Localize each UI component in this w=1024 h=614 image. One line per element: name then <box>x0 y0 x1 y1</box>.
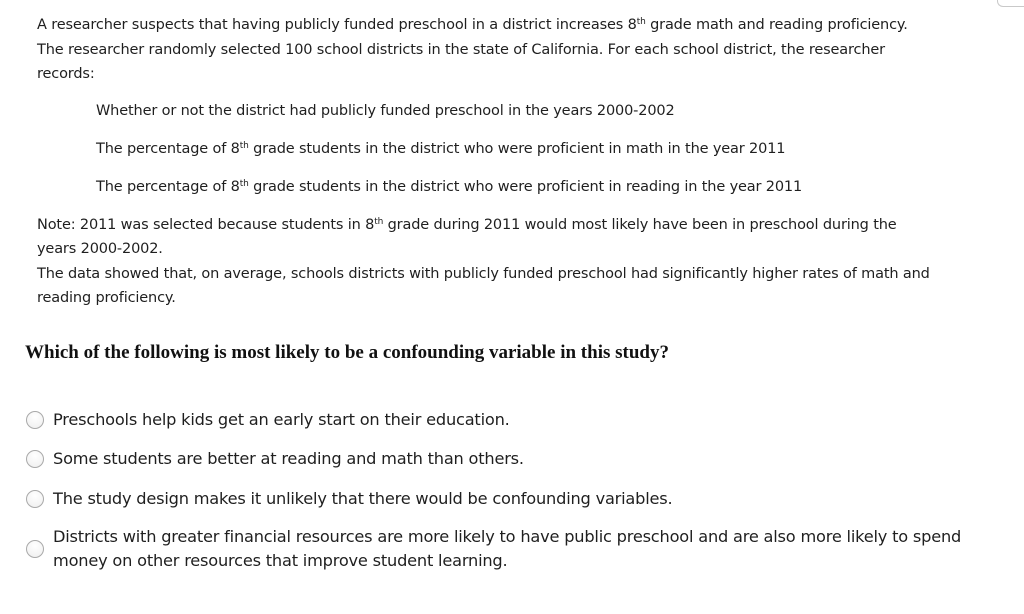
radio-button[interactable] <box>26 411 44 429</box>
answer-option-1[interactable] <box>26 406 966 433</box>
intro-text: A researcher suspects that having publicly funded preschool in a district increases 8th grade math and reading proficiency. The researcher randomly selected 100 school districts in the state of California. For each school district, the researcher records: <box>37 17 908 82</box>
option-label: Preschools help kids get an early start on their education. <box>53 409 510 429</box>
answer-options <box>26 406 966 585</box>
radio-button[interactable] <box>26 490 44 508</box>
recorded-variable: The percentage of 8th grade students in the district who were proficient in reading in the year 2011 <box>96 178 803 195</box>
answer-option-3[interactable] <box>26 485 966 512</box>
option-label: Some students are better at reading and math than others. <box>53 449 524 468</box>
finding-paragraph: The data showed that, on average, schools districts with publicly funded preschool had significantly higher rates of math and reading proficiency. <box>37 265 930 306</box>
radio-button[interactable] <box>26 450 44 468</box>
answer-option-2[interactable] <box>26 446 966 473</box>
answer-option-4[interactable] <box>26 525 966 573</box>
intro-paragraph <box>37 13 937 87</box>
question-prompt: Which of the following is most likely to be a confounding variable in this study? <box>25 342 669 363</box>
recorded-variables-list <box>96 99 937 200</box>
radio-button[interactable] <box>26 540 44 558</box>
window-corner <box>997 0 1024 7</box>
option-label: Districts with greater financial resources are more likely to have public preschool and are also more likely to spend money on other resources that improve student learning. <box>53 526 962 570</box>
option-label: The study design makes it unlikely that there would be confounding variables. <box>53 488 673 508</box>
note-paragraph: Note: 2011 was selected because students in 8th grade during 2011 would most likely have been in preschool during the years 2000-2002. <box>37 216 897 257</box>
recorded-variable: The percentage of 8th grade students in the district who were proficient in math in the year 2011 <box>96 140 786 157</box>
question-passage <box>37 13 937 311</box>
recorded-variable: Whether or not the district had publicly funded preschool in the years 2000-2002 <box>96 102 675 119</box>
